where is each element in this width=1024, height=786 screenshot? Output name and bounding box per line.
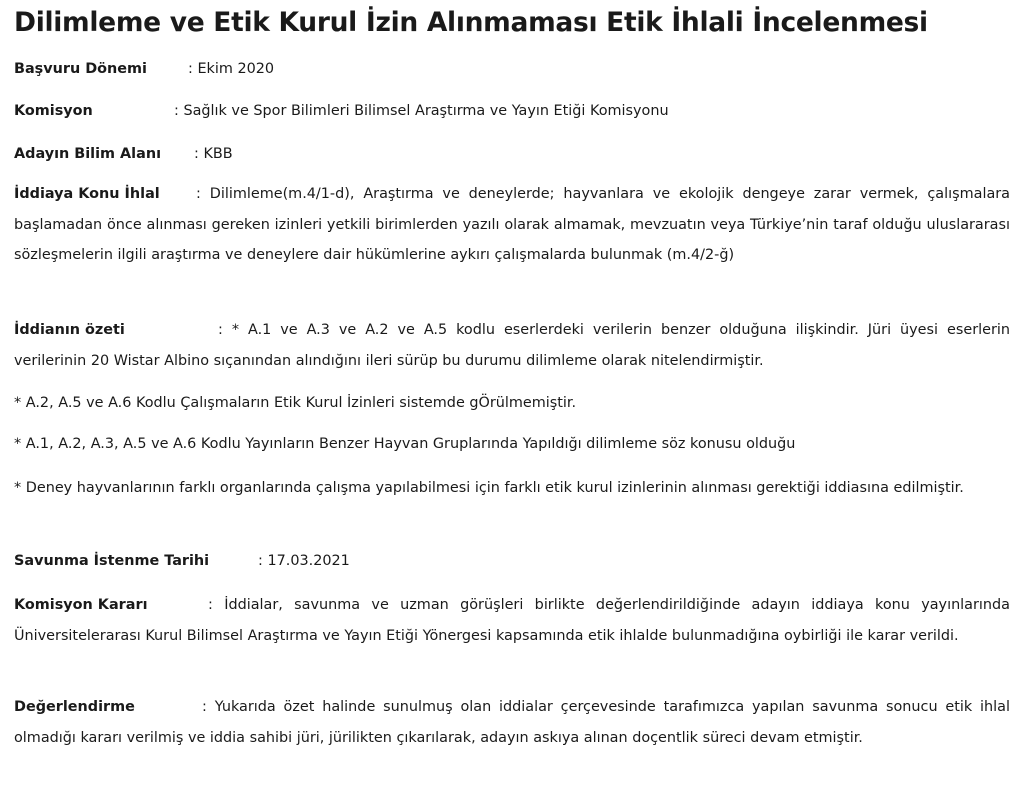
field-separator: : [218,322,223,338]
summary-bullet: * A.1, A.2, A.3, A.5 ve A.6 Kodlu Yayınların Benzer Hayvan Gruplarında Yapıldığı dilimleme söz konusu olduğu [14,436,796,452]
field-separator: : [208,597,213,613]
field-label: İddiaya Konu İhlal [14,186,160,202]
field-label: Adayın Bilim Alanı [14,146,162,162]
field-label: Komisyon Kararı [14,597,148,613]
field-value: İddialar, savunma ve uzman görüşleri birlikte değerlendirildiğinde adayın iddiaya konu yayınlarında Üniversitelerarası Kurul Bilimsel Araştırma ve Yayın Etiği Yönergesi kapsamında etik ihlalde bulunmadığına oybirliği ile karar verildi. [14,597,1010,644]
field-separator: : [194,146,199,162]
field-value: Yukarıda özet halinde sunulmuş olan iddialar çerçevesinde tarafımızca yapılan savunma sonucu etik ihlal olmadığı kararı verilmiş ve iddia sahibi jüri, jürilikten çıkarılarak, adayın askıya alınan doçentlik süreci devam etmiştir. [14,699,1010,746]
field-separator: : [196,186,201,202]
field-degerlendirme [14,692,1010,753]
field-separator: : [258,553,263,569]
page-title: Dilimleme ve Etik Kurul İzin Alınmaması Etik İhlali İncelenmesi [14,7,928,38]
field-label: Başvuru Dönemi [14,61,147,77]
field-separator: : [202,699,207,715]
field-basvuru-donemi [14,54,1010,85]
field-label: İddianın özeti [14,322,125,338]
field-label: Savunma İstenme Tarihi [14,553,210,569]
field-iddianin-ozeti [14,315,1010,376]
field-separator: : [174,103,179,119]
summary-bullet: * Deney hayvanlarının farklı organlarında çalışma yapılabilmesi için farklı etik kurul izinlerinin alınması gerektiği iddiasına edilmiştir. [14,480,964,496]
field-bilim-alani [14,139,1010,170]
field-separator: : [188,61,193,77]
field-value: 17.03.2021 [267,553,350,569]
field-savunma-tarihi [14,546,1010,577]
field-komisyon-karari [14,590,1010,651]
field-value: * A.1 ve A.3 ve A.2 ve A.5 kodlu eserlerdeki verilerin benzer olduğuna ilişkindir. Jüri üyesi eserlerin verilerinin 20 Wistar Albino sıçanından alındığını ileri sürüp bu durumu dilimleme olarak nitelendirmiştir. [14,322,1010,369]
field-value: Ekim 2020 [197,61,275,77]
field-value: Sağlık ve Spor Bilimleri Bilimsel Araştırma ve Yayın Etiği Komisyonu [183,103,669,119]
field-komisyon [14,96,1010,127]
field-value: Dilimleme(m.4/1-d), Araştırma ve deneylerde; hayvanlara ve ekolojik dengeye zarar vermek, çalışmalara başlamadan önce alınması gereken izinleri yetkili birimlerden yazılı olarak almamak, mevzuatın veya Türkiye’nin taraf olduğu uluslararası sözleşmelerin ilgili araştırma ve deneylere dair hükümlerine aykırı çalışmalarda bulunmak (m.4/2-ğ) [14,186,1010,263]
field-iddiaya-konu-ihlal [14,179,1010,271]
field-label: Komisyon [14,103,93,119]
field-value: KBB [203,146,233,162]
summary-bullet: * A.2, A.5 ve A.6 Kodlu Çalışmaların Etik Kurul İzinleri sistemde gÖrülmemiştir. [14,395,577,411]
field-label: Değerlendirme [14,699,135,715]
